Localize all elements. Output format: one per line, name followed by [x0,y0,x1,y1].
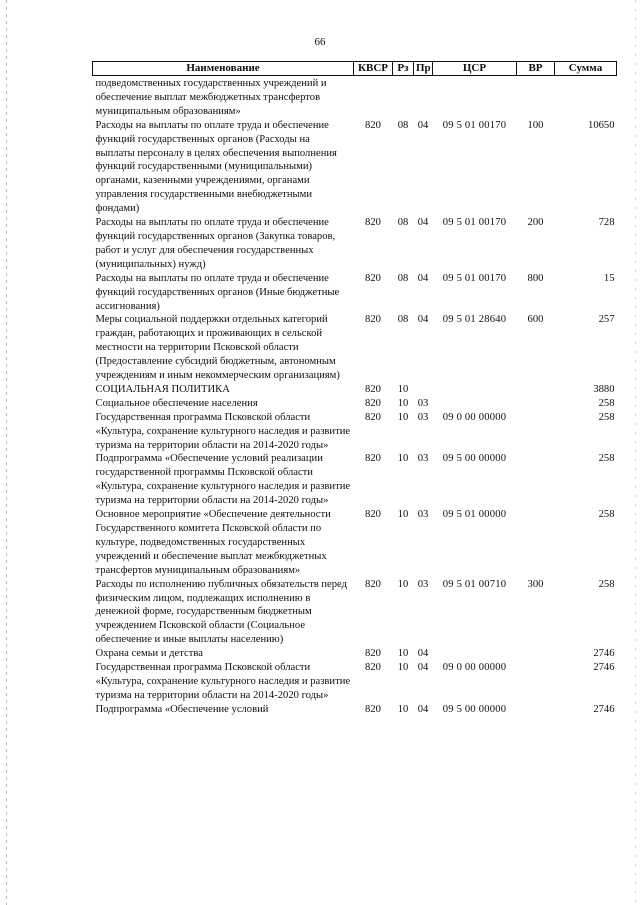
cell-csr: 09 0 00 00000 [442,662,507,674]
cell-vr [517,703,555,717]
cell-csr: 09 5 00 00000 [442,703,507,715]
budget-table [92,61,617,717]
cell-rz: 10 [397,509,409,521]
table-row [93,578,617,648]
cell-kvsr: 820 [365,272,381,284]
cell-vr [517,452,555,508]
cell-csr: 09 5 01 00170 [442,217,507,229]
page-number: 66 [314,36,326,48]
cell-kvsr: 820 [365,314,381,326]
cell-pr: 04 [417,119,429,131]
cell-vr: 200 [527,217,544,229]
scan-edge-left [6,0,7,905]
cell-rz: 10 [397,578,409,590]
table-row [93,383,617,397]
table-row [93,397,617,411]
cell-kvsr: 820 [365,509,381,521]
cell-rz: 10 [397,648,409,660]
table-row [93,76,617,119]
cell-pr: 04 [417,272,429,284]
cell-pr: 03 [417,397,429,409]
cell-kvsr: 820 [365,453,381,465]
table-row [93,661,617,703]
cell-csr: 09 5 01 00000 [442,509,507,521]
cell-pr: 04 [417,662,429,674]
cell-pr [414,76,433,119]
table-row [93,119,617,216]
cell-pr: 03 [417,578,429,590]
cell-rz [393,76,414,119]
cell-csr [433,397,517,411]
cell-vr: 600 [527,314,544,326]
cell-vr [517,411,555,453]
cell-kvsr: 820 [365,578,381,590]
cell-rz: 10 [397,411,409,423]
cell-pr [414,383,433,397]
cell-vr [517,508,555,578]
table-row [93,411,617,453]
cell-kvsr: 820 [365,703,381,715]
cell-pr: 04 [417,314,429,326]
header-sum: Сумма [555,62,617,76]
cell-name: Расходы по исполнению публичных обязательств перед физическим лицом, подлежащих исполнению в денежной форме, государственным бюджетным учреждением Псковской области (Социальное обеспечение и иные выплаты населению) [95,578,347,646]
cell-sum: 258 [598,397,615,409]
scan-edge-right [635,0,636,905]
cell-name: Меры социальной поддержки отдельных категорий граждан, работающих и проживающих в сельской местности на территории Псковской области (Предоставление субсидий бюджетным, автономным учреждениям и иным некоммерческим организациям) [95,314,340,382]
cell-rz: 10 [397,383,409,395]
table-row [93,703,617,717]
cell-name: Расходы на выплаты по оплате труда и обеспечение функций государственных органов (Закупка товаров, работ и услуг для обеспечения государственных (муниципальных) нужд) [95,217,336,270]
table-row [93,216,617,272]
cell-kvsr: 820 [365,383,381,395]
cell-kvsr: 820 [365,217,381,229]
cell-kvsr: 820 [365,662,381,674]
cell-kvsr [354,76,393,119]
cell-sum: 2746 [593,648,615,660]
cell-sum: 258 [598,411,615,423]
cell-vr: 800 [527,272,544,284]
cell-name: подведомственных государственных учреждений и обеспечение выплат межбюджетных трансфертов муниципальным образованиям» [95,78,327,117]
cell-vr: 300 [527,578,544,590]
cell-csr: 09 5 01 00710 [442,578,507,590]
table-row [93,313,617,383]
cell-vr [517,383,555,397]
cell-csr [433,647,517,661]
cell-pr: 04 [417,217,429,229]
cell-kvsr: 820 [365,411,381,423]
cell-pr: 03 [417,453,429,465]
cell-name: Подпрограмма «Обеспечение условий [95,703,269,715]
cell-kvsr: 820 [365,119,381,131]
cell-kvsr: 820 [365,397,381,409]
cell-name: Расходы на выплаты по оплате труда и обеспечение функций государственных органов (Расходы на выплаты персоналу в целях обеспечения выполнения функций государственными (муниципальными) органами, казенными учреждениями, органами управления государственными внебюджетными фондами) [95,119,337,215]
cell-rz: 10 [397,703,409,715]
table-row [93,508,617,578]
cell-rz: 08 [397,217,409,229]
cell-csr: 09 5 01 00170 [442,119,507,131]
cell-name: Социальное обеспечение населения [95,397,258,409]
table-header-row [93,62,617,76]
table-body [93,76,617,717]
header-vr: ВР [517,62,555,76]
cell-name: Основное мероприятие «Обеспечение деятельности Государственного комитета Псковской области по культуре, подведомственных государственных учреждений и обеспечение выплат межбюджетных трансфертов муниципальным образованиям» [95,509,331,576]
cell-csr: 09 5 01 00170 [442,272,507,284]
header-kvsr: КВСР [354,62,393,76]
cell-vr [517,661,555,703]
cell-vr [517,647,555,661]
cell-sum: 258 [598,509,615,521]
cell-name: Охрана семьи и детства [95,648,203,660]
cell-pr: 03 [417,411,429,423]
cell-csr: 09 0 00 00000 [442,411,507,423]
cell-pr: 03 [417,509,429,521]
cell-csr: 09 5 01 28640 [442,314,507,326]
cell-pr: 04 [417,703,429,715]
cell-sum: 258 [598,578,615,590]
cell-name: Расходы на выплаты по оплате труда и обеспечение функций государственных органов (Иные бюджетные ассигнования) [95,272,340,312]
cell-csr: 09 5 00 00000 [442,453,507,465]
cell-sum: 258 [598,453,615,465]
cell-rz: 10 [397,662,409,674]
cell-pr: 04 [417,648,429,660]
cell-name: Подпрограмма «Обеспечение условий реализации государственной программы Псковской области «Культура, сохранение культурного наследия и развитие туризма на территории области на 2014-2020 годы» [95,453,351,507]
cell-sum: 2746 [593,703,615,715]
cell-sum: 15 [603,272,615,284]
table-row [93,272,617,314]
cell-sum: 10650 [588,119,615,131]
cell-name: СОЦИАЛЬНАЯ ПОЛИТИКА [95,383,230,395]
table-row [93,647,617,661]
cell-sum: 3880 [593,383,615,395]
cell-vr: 100 [527,119,544,131]
cell-csr [433,76,517,119]
cell-rz: 10 [397,453,409,465]
cell-sum: 257 [598,314,615,326]
cell-rz: 08 [397,314,409,326]
cell-rz: 10 [397,397,409,409]
cell-vr [517,397,555,411]
table-row [93,452,617,508]
cell-sum: 728 [598,217,615,229]
cell-name: Государственная программа Псковской области «Культура, сохранение культурного наследия и развитие туризма на территории области на 2014-2020 годы» [95,411,351,451]
cell-csr [433,383,517,397]
cell-sum: 2746 [593,662,615,674]
header-name: Наименование [93,62,354,76]
cell-rz: 08 [397,272,409,284]
cell-name: Государственная программа Псковской области «Культура, сохранение культурного наследия и развитие туризма на территории области на 2014-2020 годы» [95,662,351,701]
cell-sum [555,76,617,119]
header-csr: ЦСР [433,62,517,76]
header-rz: Рз [393,62,414,76]
cell-rz: 08 [397,119,409,131]
cell-kvsr: 820 [365,648,381,660]
cell-vr [517,76,555,119]
header-pr: Пр [414,62,433,76]
